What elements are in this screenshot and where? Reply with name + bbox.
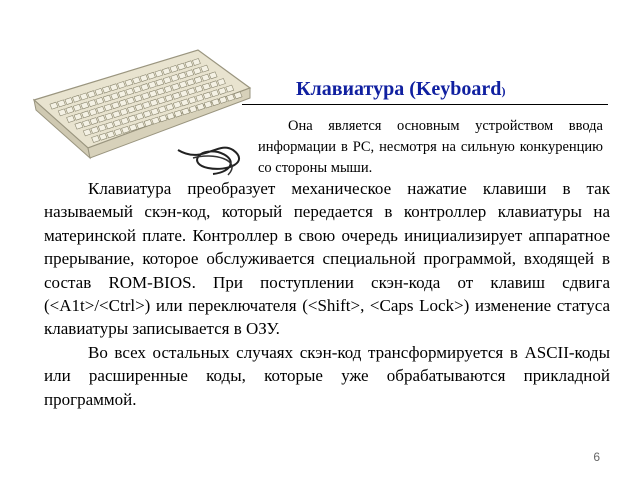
title-paren: ) xyxy=(501,84,506,98)
title-divider xyxy=(242,104,608,105)
keyboard-image xyxy=(28,40,253,180)
title-text: Клавиатура (Keyboard xyxy=(296,78,502,100)
intro-paragraph: Она является основным устройством ввода информации в PC, несмотря на сильную конкуренцию со стороны мыши. xyxy=(258,118,603,176)
slide-title xyxy=(296,78,505,101)
body-paragraph-1: Клавиатура преобразует механическое нажатие клавиши в так называемый скэн-код, который передается в контроллер клавиатуры на материнской плате. Контроллер в свою очередь инициализирует аппаратное прерывание, которое обслуживается специальной программой, входящей в состав ROM-BIOS. При поступлении скэн-кода от клавиш сдвига (<A1t>/<Ctrl>) или переключателя (<Shift>, <Caps Lock>) изменение статуса клавиатуры записывается в ОЗУ. xyxy=(44,179,610,339)
body-paragraph-2: Во всех остальных случаях скэн-код трансформируется в ASCII-коды или расширенные коды, которые уже обрабатываются прикладной программой. xyxy=(44,342,610,409)
page-number: 6 xyxy=(593,450,600,464)
intro-text xyxy=(258,116,603,179)
body-text xyxy=(44,177,610,411)
